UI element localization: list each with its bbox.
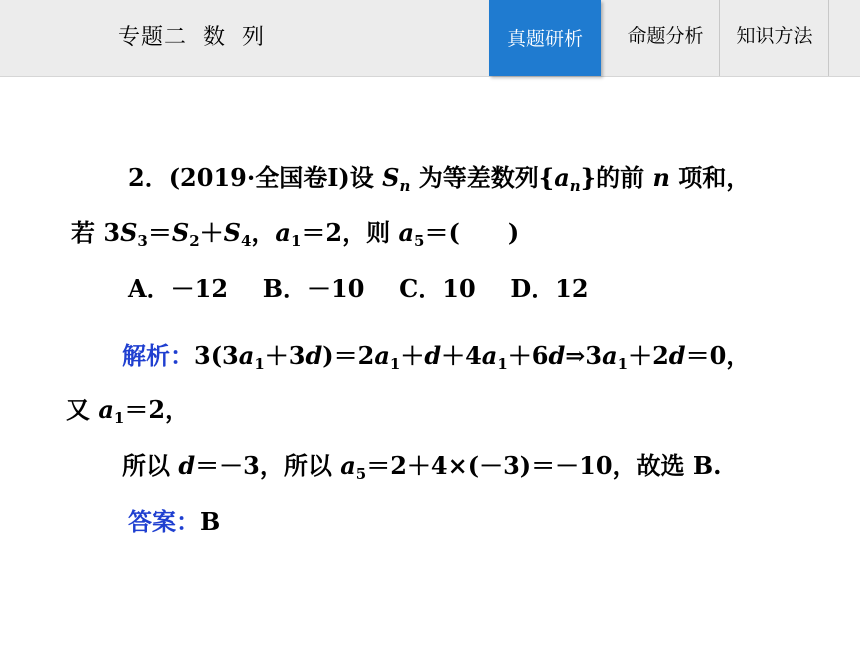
options-row [128,269,589,304]
option-a: A．－12 [128,274,229,303]
solution-label: 解析： [122,341,194,370]
option-c: C．10 [399,274,476,303]
solution-line-3: 所以 d＝－3，所以 $a_5=2+4\times(-3)=-10$，故选 B. [122,451,722,483]
problem-line-1: 2．(2019·全国卷Ⅰ)设 $S_n$ 为等差数列$\{a_n\}$的前 n 项和， [128,163,751,195]
tab-past-exams[interactable]: 真题研析 [489,0,601,76]
solution-line-1: 解析：$3(3a_1+3d)=2a_1+d+4a_1+6d\Rightarrow 3a_1+2d=0$， [122,341,751,373]
header-bar [0,0,860,77]
option-d: D．12 [510,274,589,303]
chapter-title: 专题二 数 列 [118,25,265,50]
answer-label: 答案： [128,507,200,536]
option-b: B．－10 [262,274,365,303]
tab-knowledge-methods[interactable]: 知识方法 [721,0,829,76]
problem-line-2: 若 $3S_3=S_2+S_4$，$a_1=2$，则 $a_5=$( ) [71,218,520,250]
answer-line [128,502,220,537]
answer-value: B [200,507,221,536]
tab-proposition-analysis[interactable]: 命题分析 [612,0,720,76]
solution-line-2: 又 $a_1=2$， [66,395,190,427]
problem-source: (2019·全国卷Ⅰ) [168,163,350,192]
problem-number: 2 [128,163,145,192]
